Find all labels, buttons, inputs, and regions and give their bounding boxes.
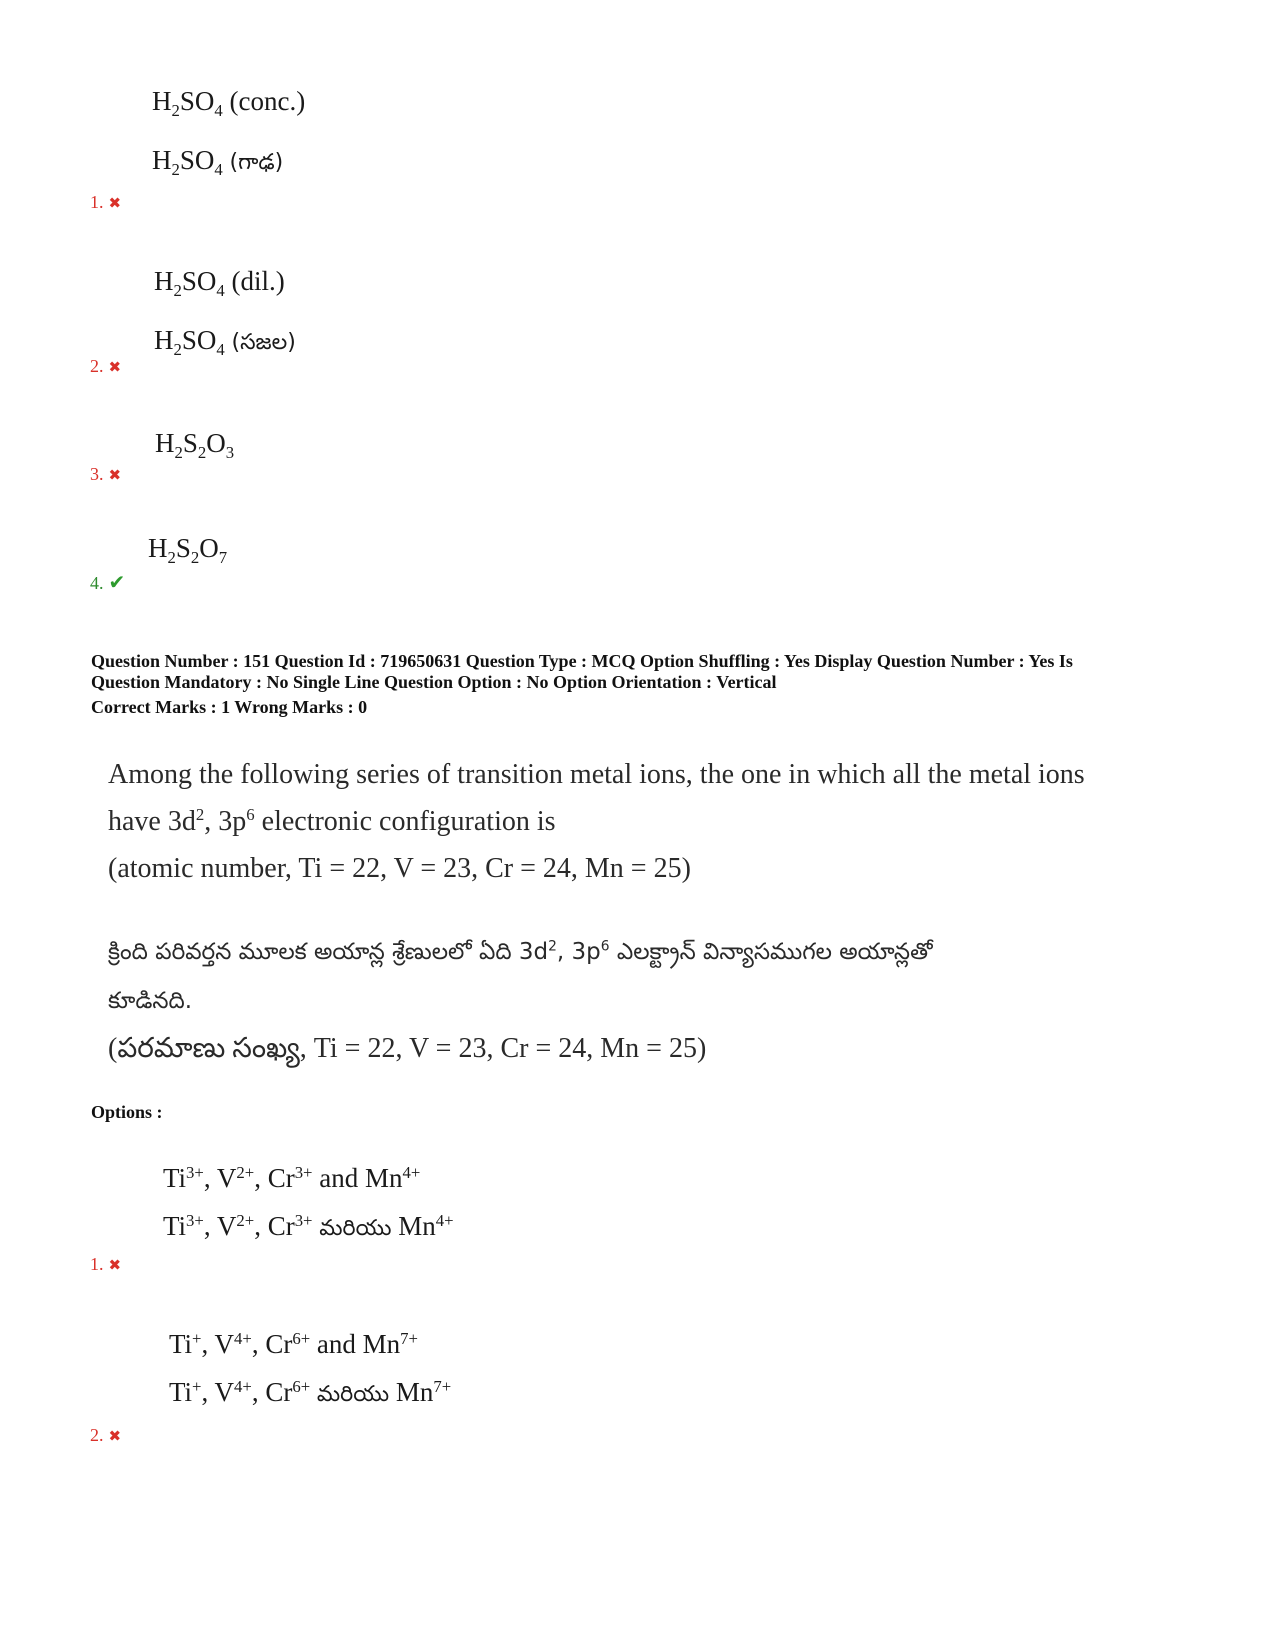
prev-option-2-tail-te: (సజల) [231, 330, 296, 355]
wrong-mark-icon: ✖ [108, 1258, 122, 1274]
text-segment: ఎలక్ట్రాన్ విన్యాసముగల అయాన్లతో [609, 939, 933, 965]
option-1-text-te: $Ti^{3+}$, $V^{2+}$, $Cr^{3+}$ మరియు $Mn^{4+}$ [163, 1210, 454, 1241]
prev-option-1-formula-en: $H_2SO_4$ (conc.) [152, 86, 306, 120]
prev-option-4-label [90, 570, 125, 595]
prev-option-1-tail-en: (conc.) [229, 86, 306, 116]
wrong-mark-icon: ✖ [108, 468, 122, 484]
option-1-text-en: $Ti^{3+}$, $V^{2+}$, $Cr^{3+}$ and $Mn^{4+}$ [163, 1162, 421, 1193]
option-1-number: 1. [90, 1254, 104, 1274]
option-2-text-te: Ti+, $V^{4+}$, $Cr^{6+}$ మరియు $Mn^{7+}$ [169, 1376, 452, 1407]
wrong-mark-icon: ✖ [108, 360, 122, 376]
question-text-en-line-1: Among the following series of transition metal ions, the one in which all the metal ions [108, 759, 1085, 790]
prev-option-1-number: 1. [90, 192, 104, 212]
prev-option-2-formula-te: $H_2SO_4$ (సజల) [154, 325, 296, 359]
option-2-label [90, 1425, 121, 1446]
prev-option-4-formula: $H_2S_2O_7$ [148, 533, 228, 567]
prev-option-3-formula: $H_2S_2O_3$ [155, 428, 235, 462]
prev-option-2-tail-en: (dil.) [231, 266, 285, 296]
text-segment: , 3p [556, 939, 601, 965]
option-2-text-en: Ti+, $V^{4+}$, $Cr^{6+}$ and $Mn^{7+}$ [169, 1328, 418, 1359]
question-text-te-line-3: (పరమాణు సంఖ్య, Ti = 22, V = 23, Cr = 24, Mn = 25) [108, 1033, 707, 1064]
text-segment: have 3d [108, 806, 196, 837]
question-text-te-line-1 [108, 939, 933, 971]
prev-option-4-number: 4. [90, 573, 104, 593]
question-text-en-line-3: (atomic number, Ti = 22, V = 23, Cr = 24, Mn = 25) [108, 853, 691, 884]
prev-option-1-formula-te: $H_2SO_4$ (గాఢ) [152, 145, 284, 179]
option-2-number: 2. [90, 1425, 104, 1445]
options-label: Options : [91, 1102, 163, 1122]
question-text-te-line-2: కూడినది. [108, 988, 193, 1014]
text-segment: , 3p [204, 806, 247, 837]
question-meta-line-2: Question Mandatory : No Single Line Question Option : No Option Orientation : Vertical [91, 672, 777, 692]
prev-option-1-tail-te: (గాఢ) [229, 150, 284, 175]
question-text-en-line-2 [108, 806, 556, 838]
prev-option-2-number: 2. [90, 356, 104, 376]
text-segment: క్రింది పరివర్తన మూలక అయాన్ల శ్రేణులలో ఏది 3d [108, 939, 549, 965]
superscript: 6 [246, 804, 255, 824]
superscript: 6 [600, 938, 610, 955]
option-1-label [90, 1254, 121, 1275]
conjunction: and [316, 1329, 356, 1359]
prev-option-2-formula-en: $H_2SO_4$ (dil.) [154, 266, 285, 300]
question-marks: Correct Marks : 1 Wrong Marks : 0 [91, 697, 368, 717]
wrong-mark-icon: ✖ [108, 1429, 122, 1445]
text-segment: electronic configuration is [254, 806, 556, 837]
conjunction: మరియు [316, 1382, 390, 1407]
wrong-mark-icon: ✖ [108, 196, 122, 212]
prev-option-1-label [90, 192, 121, 213]
conjunction: మరియు [319, 1216, 392, 1241]
conjunction: and [319, 1163, 359, 1193]
superscript: 2 [195, 804, 205, 824]
correct-check-icon: ✔ [108, 572, 126, 594]
superscript: 2 [548, 938, 557, 955]
prev-option-3-number: 3. [90, 464, 104, 484]
prev-option-3-label [90, 464, 121, 485]
question-meta-line-1: Question Number : 151 Question Id : 719650631 Question Type : MCQ Option Shuffling : Yes Display Question Number : Yes Is [91, 651, 1073, 671]
prev-option-2-label [90, 356, 121, 377]
